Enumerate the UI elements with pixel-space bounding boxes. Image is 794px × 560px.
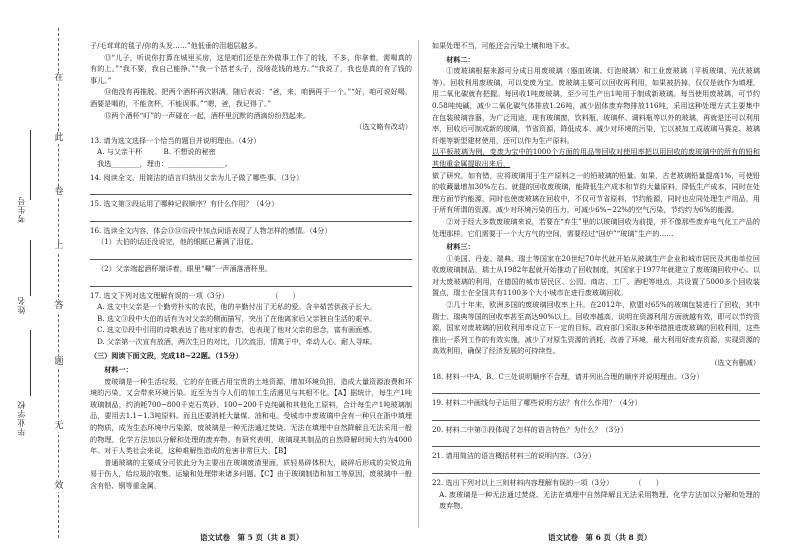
seal-char: 在 — [52, 72, 66, 84]
answer-line[interactable] — [90, 276, 412, 287]
question-16-item-2: （2）父亲端起酒杯端详着，眼里“唰”一声涌落酒杯里。 — [97, 263, 273, 273]
exam-number-label: 考生号 — [17, 196, 26, 223]
seal-char: 答 — [52, 300, 66, 312]
question-13-fill: 我选________，理由：________________。 — [97, 158, 232, 168]
binding-margin — [0, 0, 80, 560]
seal-char: 无 — [52, 420, 66, 432]
seal-char: 上 — [52, 240, 66, 252]
source-note: （选文略有改动） — [355, 122, 412, 132]
question-20: 20. 材料二中第③段体现了怎样的语言特色？为什么？（3分） — [432, 424, 628, 434]
seal-char: 卷 — [52, 186, 66, 198]
question-17-option-c[interactable]: C. 选文⑫段中引用的诗歌表达了他对家的眷恋，也表现了他对父亲的思念，富有画面感。 — [97, 325, 377, 335]
answer-line[interactable] — [90, 184, 412, 195]
passage-paragraph: ⑭他没有再推脱。把两个酒杯再次斟满，随后表说：“爸，来，咱俩再干一个。”“好，咱可说好喝，酒要是喝的，不能贪杯，不能误事。”“嗯，爸，我记得了。” — [90, 87, 412, 108]
source-note: （选文有删减） — [710, 358, 760, 368]
material-3-paragraph: ①美国、丹麦、瑞典、瑞士等国家在20世纪70年代就开始从玻璃生产企业和城市居民及其他单位回收废玻璃制品，瑞士从1982年起就开始推动了回收制度，其国家于1977年就建立了废玻璃回收中心。以对大废玻璃的利用，在德国的城市居民区、公园、商店、工厂、酒吧等地点，共设置了5000多个回收装置点，瑞士在全国共有1100多个大小城市在进行废玻璃回收。 — [432, 253, 760, 298]
answer-line[interactable] — [90, 249, 412, 260]
question-17-option-a[interactable]: A. 选文中父亲是一个勤劳朴实的农民，他的辛勤付出了无私的爱。含辛茹苦供孩子长大。 — [97, 302, 377, 312]
school-label: 毕业学校 — [17, 400, 26, 436]
page-footer-left: 语文试卷 第 5 页（共 8 页） — [200, 533, 304, 542]
answer-line[interactable] — [432, 463, 760, 474]
question-17-option-d[interactable]: D. 父亲第一次宣有放酒，两次生日的对比，几次流泪，情寓于中，牵动人心，耐人寻味。 — [97, 336, 377, 346]
name-underline — [30, 240, 31, 296]
question-16-item-1: （1）大伯的话还没说完，他的眼眶已蓄满了泪花。 — [97, 237, 258, 247]
school-underline — [30, 330, 31, 396]
question-21: 21. 请用简洁的语言概括材料三的说明内容。（3分） — [432, 451, 596, 461]
passage-line: 子/毛茸茸的毯子/你的头发……”他低垂的泪超层越多。 — [90, 41, 262, 50]
question-17: 17. 选文下列对选文理解有误的一项（3分） （ ） — [90, 290, 300, 300]
material-2-paragraph: 做了研究，如有错，应将玻璃用于生产原料之一的铅玻璃的铅量。如果，古老玻璃铅量提高1%，可使铅的收藏量增加30%左右。就提的回收废玻璃，能降低生产成本和节约大量原料，降低生产成本，同时在处理方面节约能源，同时也使废玻璃在回收中，不仅可节省原料，节约能源，同时也应同处理生产用品，用于所有所谓的资源，减少对环境污染的压力，可减少6%~22%的空气污染，节约约为6%的能源。 — [432, 170, 760, 215]
question-16: 16. 选读全文内容，体会⑬⑭⑮段中加点词语表现了人物怎样的感情。（4分） — [90, 225, 332, 235]
material-2-underlined-sentence: 以平板玻璃为例，变废为宝中的1000个方面的用品等回收对使用率把以用回收的废玻璃中的所有的铅和其他重金属提取出来后， — [432, 147, 760, 168]
question-13-options: A. 与父亲干杯 B. 不想说的秘密 — [97, 147, 216, 157]
material-3-paragraph: ②几十年来，欧洲多国的废玻璃回收率上升。在2012年，欧盟对65%的玻璃包装进行了回收，其中瑞士、瑞典等国的回收率甚至高达90%以上。回收率越高，说明在资源利用方面就越有效，即可以节约资源，国家对废玻璃的回收利用率设立下一定的目标。政府部门采取多种举措推进废玻璃的回收利用，这些推出一系列工作的有效实施，减少了对原生资源的消耗，改善了环境，最大利用好废弃资源，实现资源的高效利用，确保了经济发展的可持续性。 — [432, 300, 760, 356]
answer-line[interactable] — [432, 410, 760, 421]
column-divider — [418, 40, 419, 528]
answer-line[interactable] — [432, 383, 760, 394]
question-18: 18. 材料一中A、B、C三处说明顺序不合理，请并列出合理的顺序并说明理由。（3分） — [432, 371, 704, 381]
seal-char: 此 — [52, 132, 66, 144]
section-heading: （三）阅读下面文段，完成18~22题。（15分） — [90, 351, 243, 361]
question-15: 15. 选文第③段运用了哪种记叙顺序？有什么作用？（4分） — [90, 199, 279, 209]
question-22-option-a[interactable]: A. 废玻璃是一种无法通过焚烧、无法在填埋中自然降解且无法采用物理、化学方法加以分解和处理的废弃物。 — [439, 489, 760, 511]
material-1-continuation: 如果处理不当，可能还会污染土壤和地下水。 — [432, 41, 574, 50]
seal-dashed-line — [58, 28, 59, 538]
passage-paragraph: ⑬“儿子，听说你打算在城里买房，这是咱们还是在外做事工作了的钱，不多，你拿着，需喝真的有的上。”“我不要，我自己能挣。”“我一个搭老头子，没啥花钱的地方。”“我说了，我也是真的有了钱的事儿。” — [90, 52, 412, 85]
material-1-paragraph: 废玻璃是一种生活垃圾，它的存在既占用宝贵的土地资源，增加环境负担，造成大量资源浪费和环境的污染，又会带来环境污染。近至为当今人们的加工生活遇见与其相不化。【A】据统计，每生产1吨玻璃制品，约消耗700~800千克石英砂、100~200千克纯碱和其他化工原料，合计每生产1吨玻璃制品，要用去1.1~1.3吨原料。而且还要消耗大量煤、油和电。受城市中废玻璃中含有一种只在浙中填埋的物质，成为生态环境中污染源，废玻璃是一种无法通过焚烧、无法在填埋中自然降解且无法采用一般的物理，化学方法加以分解和处理的废弃物。有研究表明，玻璃现其制品的自然降解时间大约为4000年。对于人类社会来说，这种难解性造成的危害非常巨大。【B】 — [90, 376, 412, 456]
seal-char: 题 — [52, 356, 66, 368]
material-1-title: 材料一： — [104, 365, 133, 375]
seal-char: 效 — [52, 480, 66, 492]
material-2-title: 材料二： — [446, 54, 475, 64]
material-2-paragraph: ①废玻璃根据来源可分成日用废玻璃（器皿玻璃、灯泡玻璃）和工业废玻璃（平板玻璃、光伏玻璃等）。回收利用废玻璃，可以变废为宝。废玻璃主要可以回收再利用，如果被扔掉，仅仅是就作为填埋，用二氧化碳就有把握。每回收1吨废玻璃，至少可生产出1吨用于制成新玻璃。每当使用废玻璃，可节约0.58吨纯碱，减少二氧化碳气体排放1.26吨，减少固体废弃物排放116吨，采用这种处理方式主要集中在包装玻璃容器，为广泛用途，现有玻璃窗，饮料瓶，玻璃杯、调料瓶等以外的玻璃，再就是还可以利用率，回收后可制成新的玻璃，节省资源，降低成本，减少对环境的污染，它以被加工成玻璃马赛克、玻璃纤维等新型建材使用，还可以作为生产原料。 — [432, 66, 760, 145]
question-13: 13. 请为选文选择一个恰当的题目并说明理由。（4分） — [90, 135, 261, 145]
right-column — [432, 40, 760, 512]
passage-paragraph: ⑮两个酒杯“叮”的一声碰在一起，酒杯里沉默的酒滴纷纷烈起来。 — [104, 110, 311, 120]
answer-line[interactable] — [90, 211, 412, 222]
question-19: 19. 材料二中画线句子运用了哪些说明方法？有什么作用？（4分） — [432, 398, 642, 408]
name-label: 姓名 — [17, 296, 26, 314]
material-1-paragraph: 普通玻璃的主要成分可依此分为主要出在玻璃废渣里面，质轻易碎体积大，破碎后形成的尖锐边角易于伤人，给垃圾的收集、运输和处理带来诸多问题。【C】由于玻璃制造和加工等原因，废玻璃中一般含有铅、铜等重金属， — [90, 457, 412, 490]
exam-number-underline — [30, 130, 31, 200]
material-3-title: 材料三： — [446, 242, 475, 252]
question-22: 22. 选出下列对以上三则材料内容理解有误的一项（3分） （ ） — [432, 478, 663, 487]
answer-line[interactable] — [432, 436, 760, 447]
left-column — [90, 40, 412, 492]
question-14: 14. 阅读全文，用简洁的语言归纳出父亲为儿子做了哪些事。（3分） — [90, 172, 304, 182]
material-2-paragraph: ②对于经大多数废玻璃来说，若要在“弃生”里的以玻璃回收为前提，并不像那些废弃电气化工产品的处理那样。它们需要于一个大方气的空间，需要经过“回炉”“玻璃”生产的…… — [432, 216, 760, 238]
page-footer-right: 语文试卷 第 6 页（共 8 页） — [548, 533, 652, 542]
question-17-option-b[interactable]: B. 选文③段中大伯的话有为对父亲的侧面描写，突出了在他离家后父亲独自生活的艰辛。 — [97, 313, 377, 323]
